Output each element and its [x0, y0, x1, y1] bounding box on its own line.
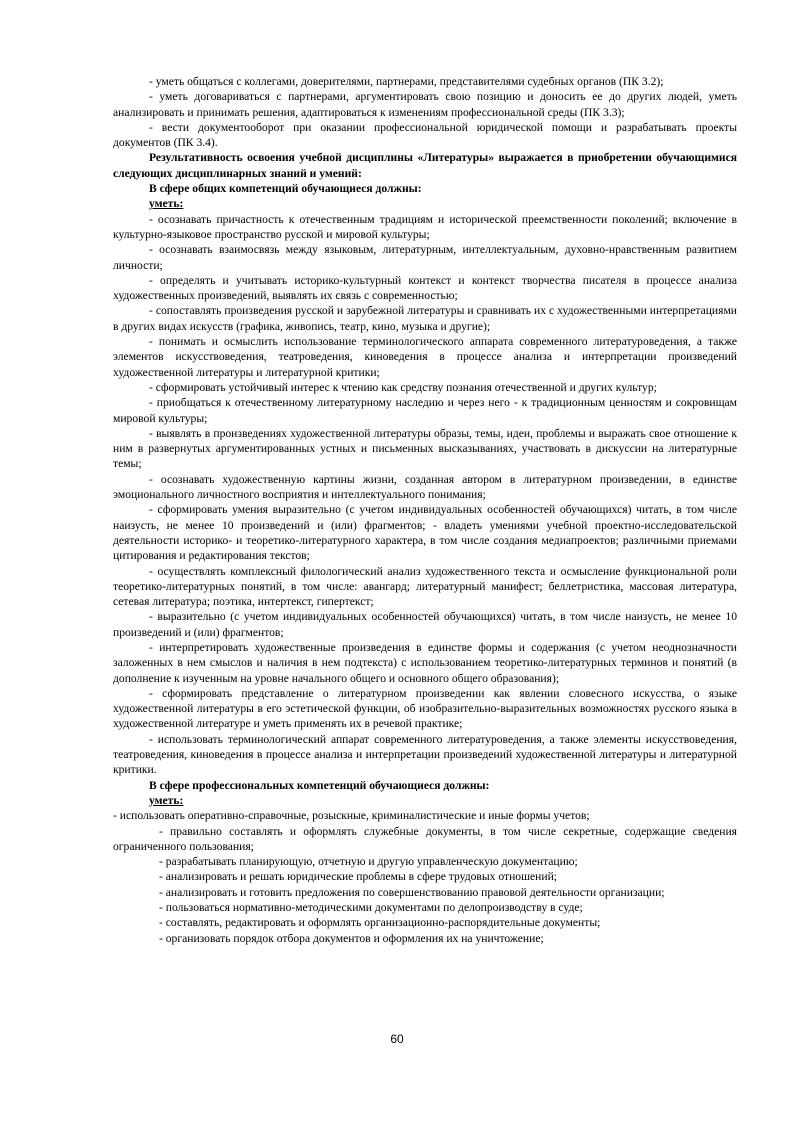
list-item: - использовать оперативно-справочные, розыскные, криминалистические и иные формы учетов; [113, 809, 590, 823]
page-number: 60 [390, 1032, 404, 1046]
list-item: - разрабатывать планирующую, отчетную и другую управленческую документацию; [159, 855, 578, 869]
list-item: - сформировать представление о литературном произведении как явлении словесного искусства, о языке художественной литературы в его эстетической функции, об изобразительно-выразительных возможностях русского языка в художественной литературе и уметь применять их в речевой практике; [113, 686, 737, 731]
list-item: - выразительно (с учетом индивидуальных особенностей обучающихся) читать, в том числе наизусть, не менее 10 произведений и (или) фрагментов; [113, 610, 737, 639]
list-item: - приобщаться к отечественному литературному наследию и через него - к традиционным ценностям и сокровищам мировой культуры; [113, 396, 737, 425]
skills-label [113, 793, 737, 808]
list-item: - осознавать художественную картины жизни, созданная автором в литературном произведении, в единстве эмоционального личностного восприятия и интеллектуального понимания; [113, 472, 737, 502]
professional-competencies-heading: В сфере профессиональных компетенций обучающиеся должны: [149, 778, 490, 792]
section-intro-heading: Результативность освоения учебной дисциплины «Литературы» выражается в приобретении обучающимися следующих дисциплинарных знаний и умений: [113, 151, 737, 180]
list-item: - определять и учитывать историко-культурный контекст и контекст творчества писателя в процессе анализа художественных произведений, выявлять их связь с современностью; [113, 273, 737, 303]
document-page [113, 74, 737, 946]
skills-label-text: уметь: [149, 793, 184, 807]
list-item: - анализировать и готовить предложения по совершенствованию правовой деятельности организации; [159, 885, 665, 899]
list-item: - выявлять в произведениях художественной литературы образы, темы, идеи, проблемы и выражать свое отношение к ним в развернутых аргументированных устных и письменных высказываниях, участвовать в дискуссии на литературные темы; [113, 426, 737, 471]
paragraph-pk-3-2: - уметь общаться с коллегами, доверителями, партнерами, представителями судебных органов (ПК 3.2); [149, 75, 664, 88]
list-item: - осуществлять комплексный филологический анализ художественного текста и осмысление функциональной роли теоретико-литературных понятий, в том числе: авангард; литературный манифест; беллетристика, массовая литература, сетевая литература; поэтика, интертекст, гипертекст; [113, 564, 737, 609]
general-competencies-heading: В сфере общих компетенций обучающиеся должны: [149, 182, 422, 196]
list-item: - интерпретировать художественные произведения в единстве формы и содержания (с учетом неоднозначности заложенных в нем смыслов и наличия в нем подтекста) с использованием теоретико-литературных терминов и понятий (в дополнение к изученным на уровне начального общего и основного общего образования); [113, 640, 737, 685]
skills-label-text: уметь: [149, 197, 184, 211]
list-item: - осознавать причастность к отечественным традициям и исторической преемственности поколений; включение в культурно-языковое пространство русской и мировой культуры; [113, 212, 737, 241]
list-item: - использовать терминологический аппарат современного литературоведения, а также элементы искусствоведения, театроведения, киноведения в процессе анализа и интерпретации произведений художественной литературы и литературной критики. [113, 732, 737, 777]
list-item: - правильно составлять и оформлять служебные документы, в том числе секретные, содержащие сведения ограниченного пользования; [113, 824, 737, 853]
list-item: - сформировать устойчивый интерес к чтению как средству познания отечественной и других культур; [149, 380, 657, 394]
list-item: - сопоставлять произведения русской и зарубежной литературы и сравнивать их с художественными интерпретациями в других видах искусств (графика, живопись, театр, кино, музыка и другие); [113, 304, 737, 333]
paragraph-pk-3-3: - уметь договариваться с партнерами, аргументировать свою позицию и доносить ее до других людей, уметь анализировать и принимать решения, адаптироваться к изменениям профессиональной среды (ПК 3.3); [113, 90, 737, 119]
list-item: - понимать и осмыслить использование терминологического аппарата современного литературоведения, а также элементов искусствоведения, театроведения, киноведения в процессе анализа и интерпретации произведений художественной литературы и литературной критики; [113, 335, 737, 379]
skills-label [113, 196, 737, 211]
list-item: - организовать порядок отбора документов и оформления их на уничтожение; [159, 931, 544, 945]
list-item: - анализировать и решать юридические проблемы в сфере трудовых отношений; [159, 870, 557, 884]
list-item: - сформировать умения выразительно (с учетом индивидуальных особенностей обучающихся) читать, в том числе наизусть, не менее 10 произведений и (или) фрагментов; - владеть умениями учебной проектно-исследовательской деятельности историко- и теоретико-литературного характера, в том числе создания медиапроектов; различными приемами цитирования и редактирования текстов; [113, 503, 737, 563]
list-item: - пользоваться нормативно-методическими документами по делопроизводству в суде; [159, 901, 583, 915]
list-item: - осознавать взаимосвязь между языковым, литературным, интеллектуальным, духовно-нравственным развитием личности; [113, 243, 737, 272]
paragraph-pk-3-4: - вести документооборот при оказании профессиональной юридической помощи и разрабатывать проекты документов (ПК 3.4). [113, 120, 737, 150]
list-item: - составлять, редактировать и оформлять организационно-распорядительные документы; [159, 916, 601, 930]
